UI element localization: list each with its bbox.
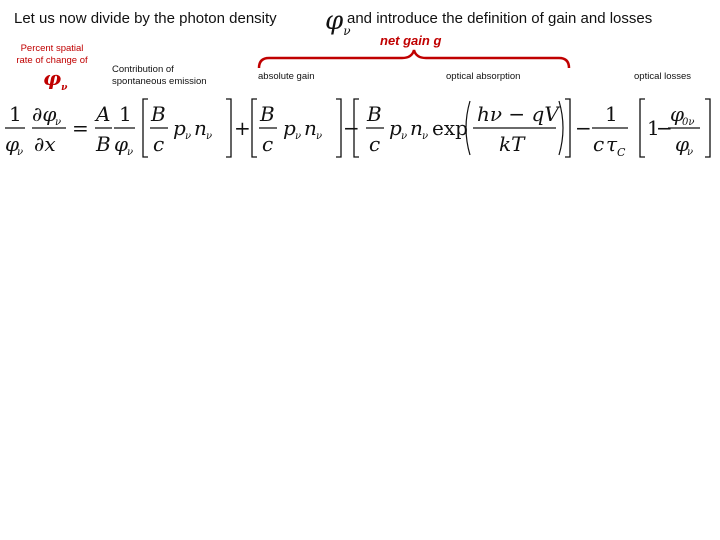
svg-text:ν: ν	[127, 147, 134, 158]
svg-text:ν: ν	[206, 131, 213, 142]
optical-losses-label: optical losses	[634, 71, 692, 82]
eq-phi-3: φ	[675, 132, 690, 156]
svg-text:ν: ν	[687, 147, 694, 158]
phi-nu-red: $\varphi_\nu$	[43, 66, 68, 93]
eq-one-4: 1	[647, 116, 660, 140]
eq-plus: +	[234, 116, 251, 140]
eq-p-2: p	[283, 116, 296, 140]
eq-exp-numerator: hν − qV	[477, 102, 559, 126]
eq-B-2: B	[151, 102, 166, 126]
svg-text:0ν: 0ν	[682, 117, 695, 128]
eq-phi-2: φ	[114, 132, 129, 156]
svg-text:ν: ν	[295, 131, 302, 142]
phi-subscript: ν	[343, 24, 351, 39]
svg-text:ν: ν	[17, 147, 24, 158]
contribution-line1: Contribution of	[112, 64, 174, 75]
net-gain-brace	[257, 48, 571, 70]
eq-equals: =	[72, 116, 89, 140]
eq-tau: τ	[606, 132, 618, 156]
eq-p-3: p	[389, 116, 402, 140]
net-gain-label: net gain g	[380, 33, 442, 48]
svg-text:ν: ν	[422, 131, 429, 142]
eq-partial-phi: ∂φ	[32, 102, 57, 126]
eq-tau-subscript: C	[617, 146, 626, 159]
continuation-text: and introduce the definition of gain and losses	[347, 10, 653, 27]
contribution-line2: spontaneous emission	[112, 76, 207, 87]
eq-c-4: c	[593, 132, 605, 156]
percent-spatial-line2: rate of change of	[16, 55, 88, 66]
svg-text:ν: ν	[55, 117, 62, 128]
svg-text:ν: ν	[401, 131, 408, 142]
percent-spatial-label	[6, 43, 98, 67]
eq-B-3: B	[260, 102, 275, 126]
eq-n-2: n	[304, 116, 317, 140]
eq-phi-1: φ	[5, 132, 20, 156]
eq-c-1: c	[153, 132, 165, 156]
eq-B-4: B	[367, 102, 382, 126]
eq-c-2: c	[262, 132, 274, 156]
eq-p-1: p	[173, 116, 186, 140]
eq-n-3: n	[410, 116, 423, 140]
svg-text:ν: ν	[316, 131, 323, 142]
eq-one-3: 1	[605, 102, 618, 126]
eq-minus-1: −	[343, 116, 360, 140]
eq-B-1: B	[96, 132, 111, 156]
eq-n-1: n	[194, 116, 207, 140]
eq-c-3: c	[369, 132, 381, 156]
eq-exp: exp	[432, 116, 468, 140]
eq-one-1: 1	[9, 102, 22, 126]
absolute-gain-label: absolute gain	[258, 71, 315, 82]
percent-spatial-line1: Percent spatial	[20, 43, 84, 54]
phi-symbol: φ	[325, 6, 344, 36]
intro-text: Let us now divide by the photon density	[14, 10, 277, 27]
svg-text:ν: ν	[185, 131, 192, 142]
eq-kT: kT	[499, 132, 525, 156]
optical-absorption-label: optical absorption	[446, 71, 521, 82]
eq-A: A	[96, 102, 111, 126]
eq-phi0: φ	[670, 102, 685, 126]
eq-minus-2: −	[575, 116, 592, 140]
contribution-label	[112, 64, 207, 88]
eq-partial-x: ∂x	[34, 132, 56, 156]
eq-one-2: 1	[119, 102, 132, 126]
eq-minus-3: −	[656, 116, 673, 140]
rate-equation	[0, 95, 720, 165]
